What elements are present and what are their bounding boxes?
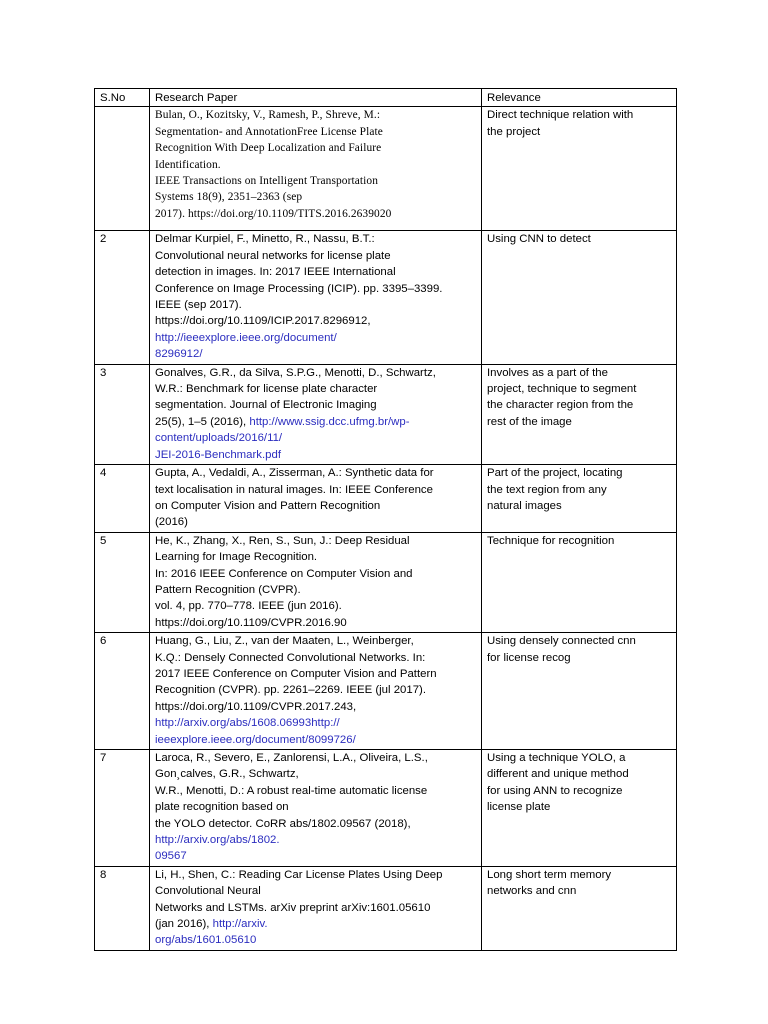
- relevance-line: project, technique to segment: [487, 383, 637, 396]
- paper-link[interactable]: http://ieeexplore.ieee.org/document/: [155, 331, 337, 344]
- table-row: [95, 231, 677, 364]
- row-sno: [95, 107, 150, 231]
- paper-line: Delmar Kurpiel, F., Minetto, R., Nassu, B.T.:: [155, 233, 375, 246]
- relevance-line: Using CNN to detect: [487, 233, 591, 246]
- row-sno: 4: [95, 465, 150, 533]
- relevance-line: natural images: [487, 499, 562, 512]
- paper-link[interactable]: org/abs/1601.05610: [155, 934, 257, 947]
- table-row: [95, 465, 677, 533]
- table-row: [95, 633, 677, 750]
- paper-line: In: 2016 IEEE Conference on Computer Vision and: [155, 567, 413, 580]
- relevance-line: Using densely connected cnn: [487, 635, 636, 648]
- paper-line: Networks and LSTMs. arXiv preprint arXiv:1601.05610: [155, 901, 431, 914]
- relevance-line: for license recog: [487, 651, 571, 664]
- row-paper: [150, 633, 482, 750]
- paper-line: Convolutional Neural: [155, 885, 261, 898]
- row-relevance: [482, 532, 677, 632]
- relevance-line: the project: [487, 125, 541, 138]
- paper-line: plate recognition based on: [155, 801, 289, 814]
- table-row: [95, 866, 677, 950]
- paper-line: 2017). https://doi.org/10.1109/TITS.2016.2639020: [155, 207, 392, 220]
- header-sno: S.No: [95, 89, 150, 107]
- row-relevance: [482, 364, 677, 464]
- relevance-line: Using a technique YOLO, a: [487, 752, 626, 764]
- row-relevance: [482, 633, 677, 750]
- paper-text: (jan 2016),: [155, 918, 213, 931]
- row-relevance: [482, 866, 677, 950]
- paper-line: Gupta, A., Vedaldi, A., Zisserman, A.: Synthetic data for: [155, 467, 434, 480]
- paper-line: https://doi.org/10.1109/CVPR.2016.90: [155, 616, 347, 629]
- row-sno: 5: [95, 532, 150, 632]
- header-research-paper: Research Paper: [150, 89, 482, 107]
- paper-line: Segmentation- and AnnotationFree License Plate: [155, 125, 383, 138]
- row-paper: [150, 532, 482, 632]
- paper-text: 25(5), 1–5 (2016),: [155, 415, 250, 428]
- paper-link[interactable]: 09567: [155, 850, 187, 863]
- paper-line: Huang, G., Liu, Z., van der Maaten, L., Weinberger,: [155, 635, 414, 648]
- relevance-line: rest of the image: [487, 415, 572, 428]
- paper-mixed-line: [155, 916, 477, 932]
- header-relevance: Relevance: [482, 89, 677, 107]
- paper-line: K.Q.: Densely Connected Convolutional Networks. In:: [155, 651, 426, 664]
- paper-line: Convolutional neural networks for license plate: [155, 249, 391, 262]
- paper-line: Recognition With Deep Localization and Failure: [155, 142, 382, 155]
- paper-link[interactable]: http://arxiv.: [212, 918, 268, 931]
- row-sno: 3: [95, 364, 150, 464]
- paper-line: Learning for Image Recognition.: [155, 551, 318, 564]
- paper-link[interactable]: 8296912/: [155, 348, 203, 361]
- table-row: [95, 750, 677, 867]
- paper-line: Laroca, R., Severo, E., Zanlorensi, L.A., Oliveira, L.S.,: [155, 752, 428, 764]
- row-paper: [150, 107, 482, 231]
- table-row: [95, 107, 677, 231]
- paper-line: https://doi.org/10.1109/ICIP.2017.8296912,: [155, 315, 371, 328]
- row-relevance: [482, 107, 677, 231]
- paper-line: text localisation in natural images. In: IEEE Conference: [155, 483, 433, 496]
- paper-line: Gon¸calves, G.R., Schwartz,: [155, 768, 299, 781]
- paper-line: https://doi.org/10.1109/CVPR.2017.243,: [155, 700, 357, 713]
- paper-link[interactable]: content/uploads/2016/11/: [155, 432, 283, 445]
- paper-link[interactable]: http://arxiv.org/abs/1802.: [155, 834, 280, 847]
- paper-link[interactable]: http://arxiv.org/abs/1608.06993http://: [155, 717, 340, 730]
- paper-line: Conference on Image Processing (ICIP). pp. 3395–3399.: [155, 282, 443, 295]
- row-sno: 8: [95, 866, 150, 950]
- paper-line: IEEE (sep 2017).: [155, 299, 242, 312]
- paper-line: He, K., Zhang, X., Ren, S., Sun, J.: Deep Residual: [155, 534, 410, 547]
- row-paper: [150, 866, 482, 950]
- row-paper: [150, 750, 482, 867]
- row-paper: [150, 231, 482, 364]
- row-relevance: [482, 750, 677, 867]
- row-sno: 6: [95, 633, 150, 750]
- paper-line: Gonalves, G.R., da Silva, S.P.G., Menotti, D., Schwartz,: [155, 366, 436, 379]
- row-sno: 7: [95, 750, 150, 867]
- relevance-line: license plate: [487, 801, 551, 814]
- row-relevance: [482, 465, 677, 533]
- paper-line: detection in images. In: 2017 IEEE International: [155, 266, 396, 279]
- paper-line: W.R., Menotti, D.: A robust real-time automatic license: [155, 784, 428, 797]
- paper-line: Recognition (CVPR). pp. 2261–2269. IEEE (jul 2017).: [155, 684, 427, 697]
- relevance-line: the text region from any: [487, 483, 607, 496]
- relevance-line: for using ANN to recognize: [487, 784, 623, 797]
- table-row: [95, 532, 677, 632]
- table-row: [95, 364, 677, 464]
- relevance-line: networks and cnn: [487, 885, 577, 898]
- relevance-line: Technique for recognition: [487, 534, 615, 547]
- paper-line: the YOLO detector. CoRR abs/1802.09567 (2018),: [155, 817, 411, 830]
- table-header-row: [95, 89, 677, 107]
- relevance-line: Long short term memory: [487, 868, 612, 881]
- relevance-line: Involves as a part of the: [487, 366, 608, 379]
- paper-line: segmentation. Journal of Electronic Imaging: [155, 399, 377, 412]
- paper-line: 2017 IEEE Conference on Computer Vision and Pattern: [155, 667, 437, 680]
- paper-mixed-line: [155, 414, 477, 430]
- paper-link[interactable]: JEI-2016-Benchmark.pdf: [155, 448, 281, 461]
- row-relevance: [482, 231, 677, 364]
- paper-line: (2016): [155, 516, 188, 529]
- paper-line: Identification.: [155, 158, 221, 171]
- relevance-line: Direct technique relation with: [487, 109, 634, 122]
- paper-link[interactable]: ieeexplore.ieee.org/document/8099726/: [155, 733, 356, 746]
- paper-line: on Computer Vision and Pattern Recognition: [155, 499, 381, 512]
- paper-line: Li, H., Shen, C.: Reading Car License Plates Using Deep: [155, 868, 443, 881]
- paper-line: W.R.: Benchmark for license plate character: [155, 383, 378, 396]
- references-table: [94, 88, 677, 951]
- paper-line: IEEE Transactions on Intelligent Transportation: [155, 175, 379, 188]
- row-paper: [150, 364, 482, 464]
- relevance-line: the character region from the: [487, 399, 634, 412]
- paper-line: Pattern Recognition (CVPR).: [155, 583, 301, 596]
- row-paper: [150, 465, 482, 533]
- paper-line: Systems 18(9), 2351–2363 (sep: [155, 191, 303, 204]
- row-sno: 2: [95, 231, 150, 364]
- paper-line: vol. 4, pp. 770–778. IEEE (jun 2016).: [155, 600, 342, 613]
- relevance-line: Part of the project, locating: [487, 467, 623, 480]
- relevance-line: different and unique method: [487, 768, 629, 781]
- paper-link[interactable]: http://www.ssig.dcc.ufmg.br/wp-: [249, 415, 410, 428]
- paper-line: Bulan, O., Kozitsky, V., Ramesh, P., Shreve, M.:: [155, 109, 381, 122]
